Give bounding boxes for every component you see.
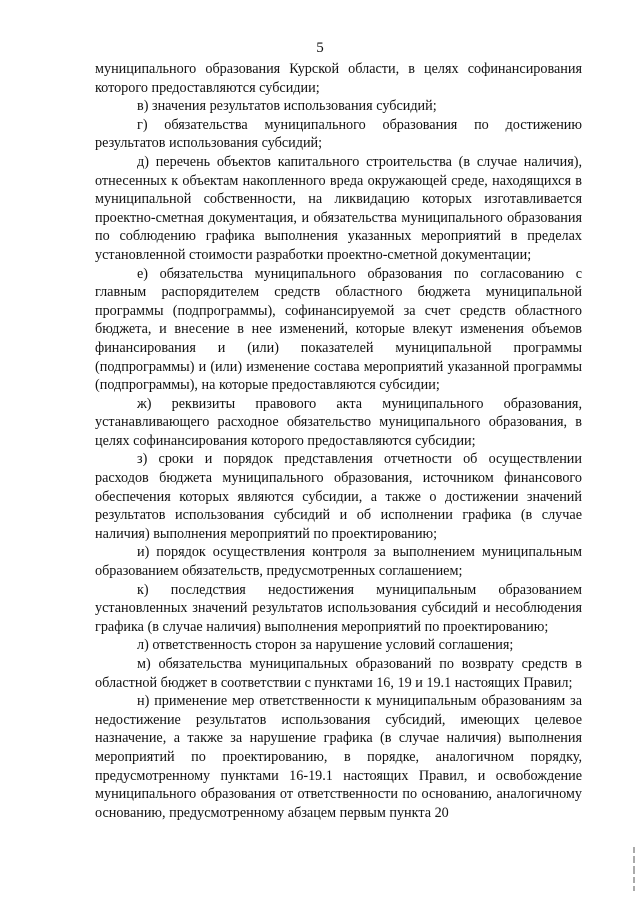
page-number: 5 — [316, 40, 324, 56]
paragraph-item-g: г) обязательства муниципального образования по достижению результатов использования субсидий; — [95, 116, 582, 152]
paragraph-item-m: м) обязательства муниципальных образований по возврату средств в областной бюджет в соответствии с пунктами 16, 19 и 19.1 настоящих Правил; — [95, 656, 582, 691]
paragraph-continuation: муниципального образования Курской области, в целях софинансирования которого предоставляются субсидии; — [95, 61, 582, 96]
margin-scan-mark — [630, 847, 638, 891]
paragraph-item-k: к) последствия недостижения муниципальным образованием установленных значений результатов использования субсидий и несоблюдения графика (в случае наличия) выполнения мероприятий по проектированию; — [95, 581, 582, 635]
paragraph-item-e: е) обязательства муниципального образования по согласованию с главным распорядителем средств областного бюджета муниципальной программы (подпрограммы), софинансируемой за счет средств областного бюджета, и внесение в нее изменений, которые влекут изменения объемов финансирования и (или) показателей муниципальной программы (подпрограммы) и (или) изменение состава мероприятий указанной программы (подпрограммы), на которые предоставляются субсидии; — [95, 265, 582, 394]
paragraph-item-d: д) перечень объектов капитального строительства (в случае наличия), отнесенных к объектам накопленного вреда окружающей среде, находящихся в муниципальной собственности, на ликвидацию которых изготавливается проектно-сметная документация, и обязательства муниципального образования по соблюдению графика выполнения указанных мероприятий в пределах установленной стоимости разработки проектно-сметной документации; — [95, 153, 582, 263]
paragraph-item-n: н) применение мер ответственности к муниципальным образованиям за недостижение результатов использования субсидий, имеющих целевое назначение, а также за нарушение графика (в случае наличия) выполнения мероприятий по проектированию, в порядке, аналогичном порядку, предусмотренному пунктами 16-19.1 настоящих Правил, и освобождение муниципального образования от ответственности по основанию, аналогичному основанию, предусмотренному абзацем первым пункта 20 — [95, 693, 582, 821]
paragraph-item-zh: ж) реквизиты правового акта муниципального образования, устанавливающего расходное обязательство муниципального образования, в целях софинансирования которого предоставляются субсидии; — [95, 395, 582, 449]
document-body — [95, 60, 582, 822]
paragraph-item-l: л) ответственность сторон за нарушение условий соглашения; — [137, 637, 514, 654]
paragraph-item-z: з) сроки и порядок представления отчетности об осуществлении расходов бюджета муниципального образования, источником финансового обеспечения которых являются субсидии, а также о достижении значений результатов использования субсидий и об исполнении графика (в случае наличия) выполнения мероприятий по проектированию; — [95, 451, 582, 542]
paragraph-item-i: и) порядок осуществления контроля за выполнением муниципальным образованием обязательств, предусмотренных соглашением; — [95, 544, 582, 580]
paragraph-item-v: в) значения результатов использования субсидий; — [137, 98, 437, 115]
